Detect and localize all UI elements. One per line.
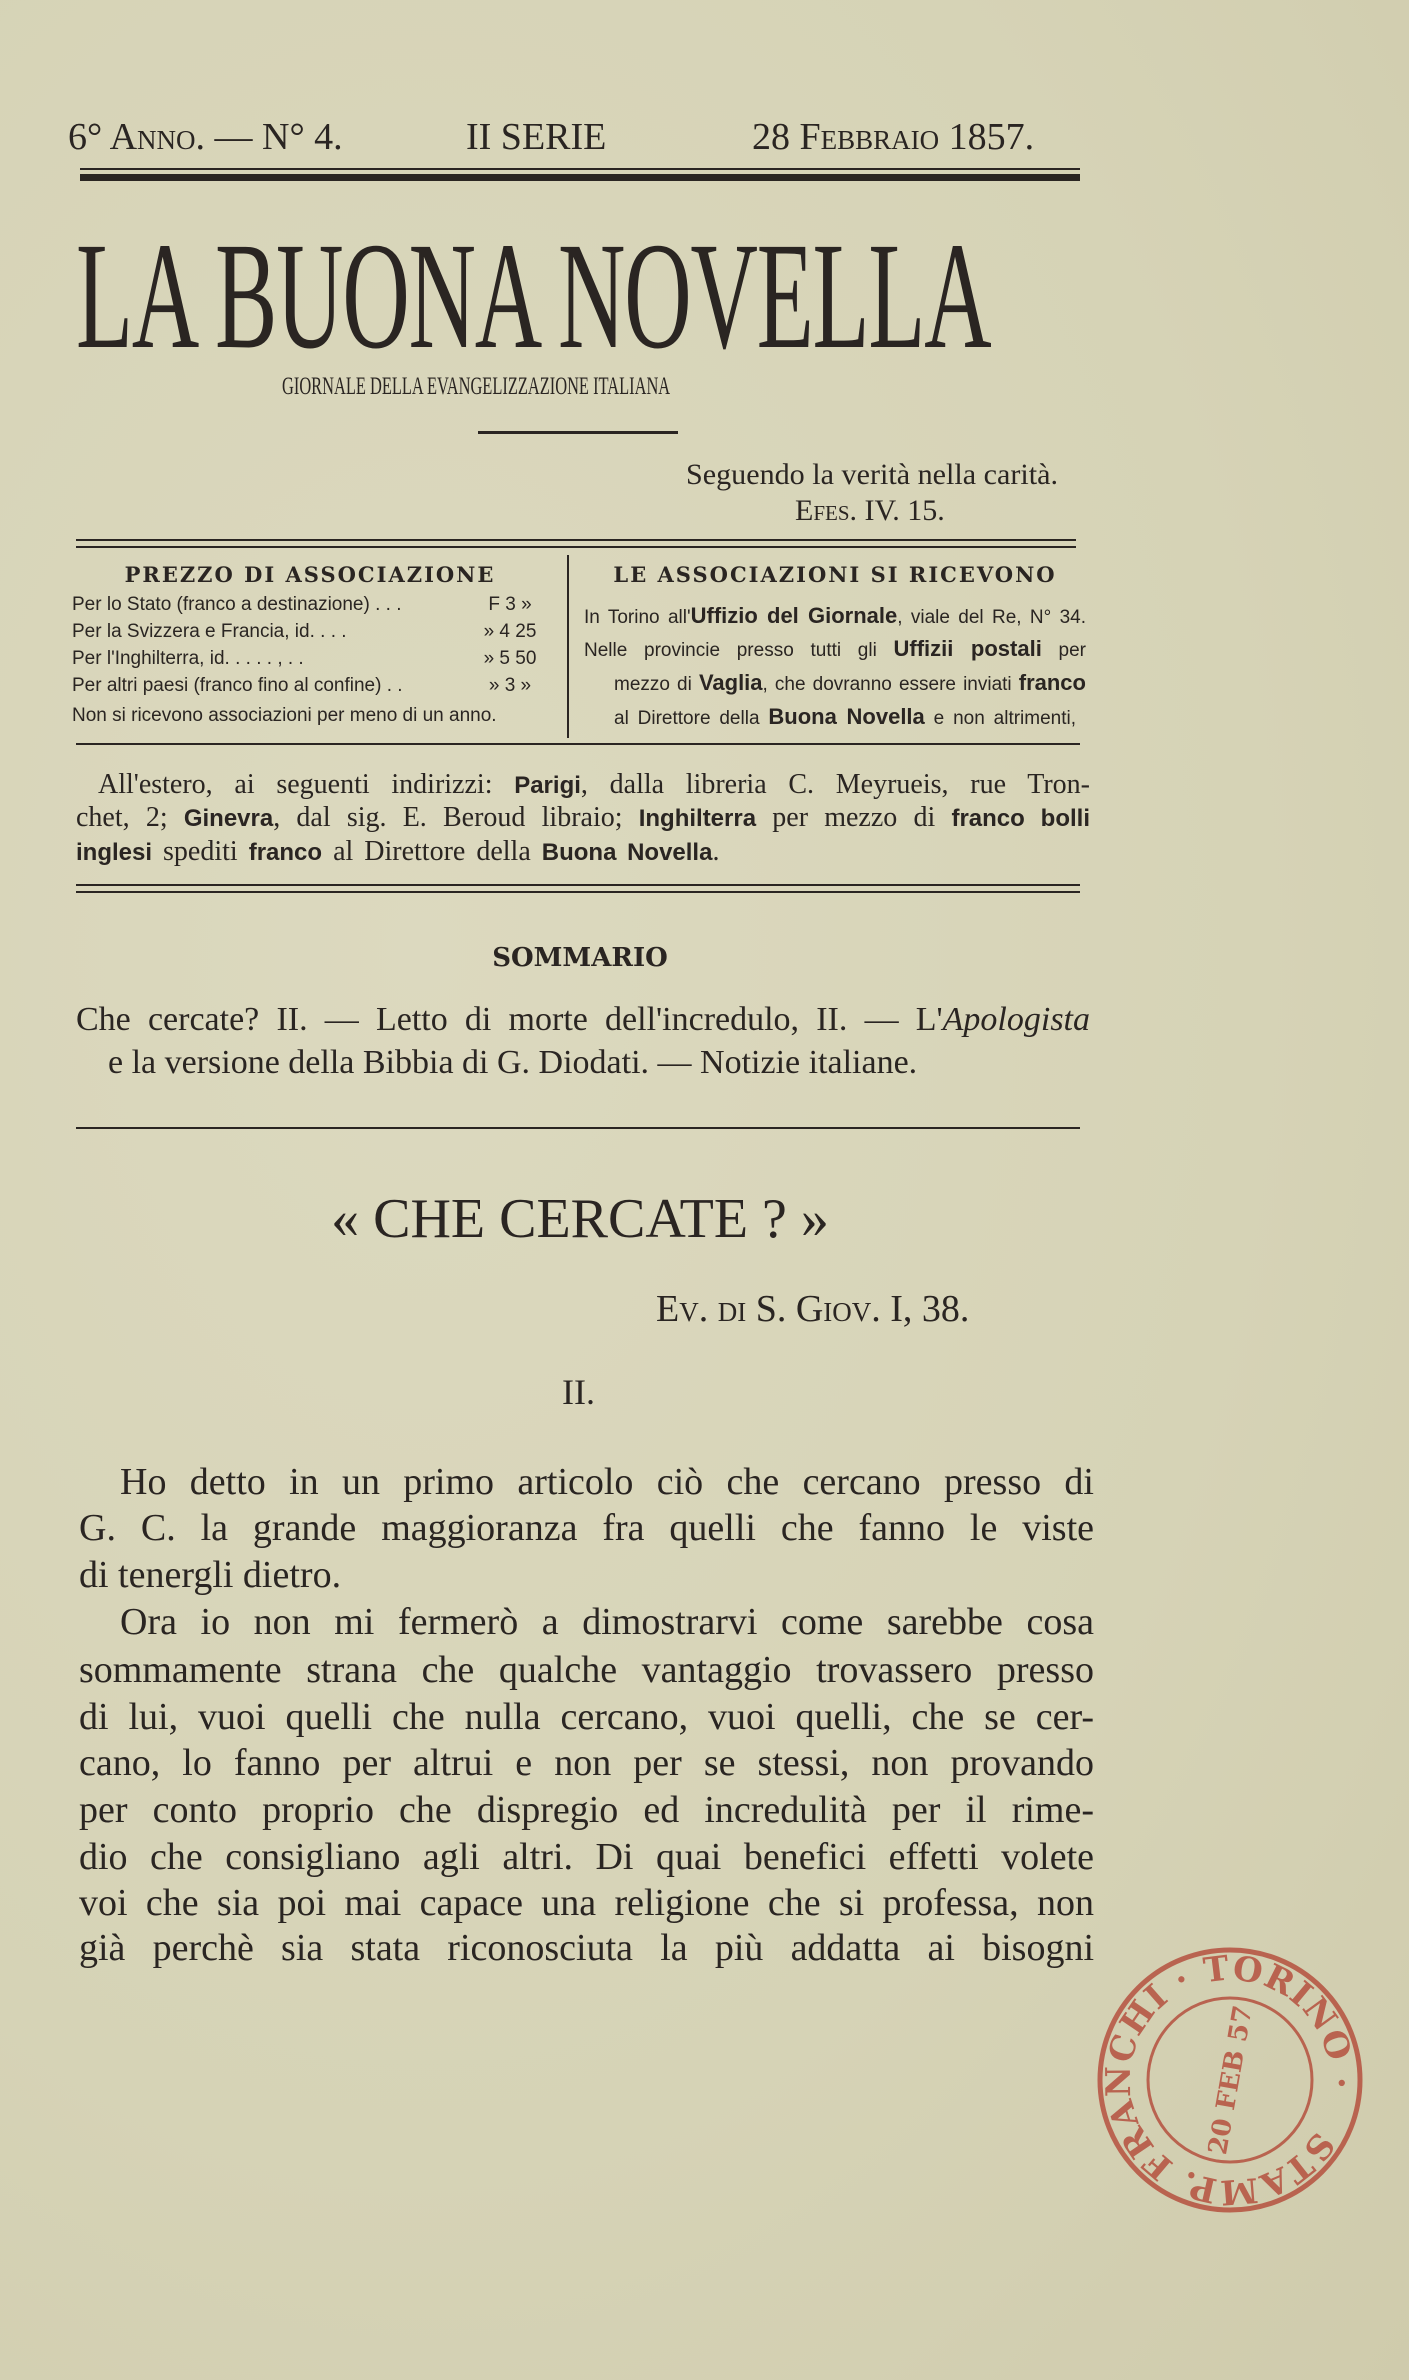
body-line: voi che sia poi mai capace una religione che si professa, non (79, 1882, 1094, 1924)
subscription-line: In Torino all'Uffizio del Giornale, viale del Re, N° 34. (584, 603, 1086, 628)
subscription-line: Nelle provincie presso tutti gli Uffizii postali per (584, 636, 1086, 661)
box-top-rule (76, 539, 1076, 541)
body-line: Ho detto in un primo articolo ciò che cercano presso di (120, 1461, 1094, 1503)
year-issue: 6° Anno. — N° 4. (68, 116, 343, 158)
motto: Seguendo la verità nella carità. (686, 458, 1058, 491)
price-row-label: Per l'Inghilterra, id. . . . . , . . (72, 648, 304, 669)
box-bottom-rule (76, 743, 1080, 745)
article-epigraph: Ev. di S. Giov. I, 38. (656, 1288, 970, 1330)
price-row-value: » 5 50 (483, 648, 537, 669)
stamp-date: 20 FEB 57 (1203, 2003, 1259, 2157)
price-row-label: Per lo Stato (franco a destinazione) . . . (72, 594, 402, 615)
postal-stamp (1085, 1935, 1375, 2225)
body-line: dio che consigliano agli altri. Di quai benefici effetti volete (79, 1836, 1094, 1878)
newspaper-subtitle: GIORNALE DELLA EVANGELIZZAZIONE ITALIANA (282, 373, 671, 400)
motto-reference: Efes. IV. 15. (795, 494, 945, 527)
subtitle-rule (478, 431, 678, 434)
summary-heading: SOMMARIO (492, 943, 668, 973)
summary-line-2: e la versione della Bibbia di G. Diodati. — Notizie italiane. (108, 1044, 918, 1081)
article-title: « CHE CERCATE ? » (331, 1188, 829, 1250)
stamp-ring-text: STAMP. FRANCHI · TORINO · (1098, 1948, 1362, 2213)
summary-top-rule (76, 884, 1080, 886)
price-note: Non si ricevono associazioni per meno di un anno. (72, 705, 497, 726)
price-row-label: Per altri paesi (franco fino al confine) . . (72, 675, 403, 696)
article-top-rule (76, 1127, 1080, 1129)
price-row-value: » 3 » (488, 675, 532, 696)
header-thin-rule (80, 168, 1080, 170)
price-row-value: » 4 25 (483, 621, 537, 642)
newspaper-title: LA BUONA NOVELLA (76, 212, 991, 381)
header-thick-rule (80, 174, 1080, 181)
body-line: sommamente strana che qualche vantaggio trovassero presso (79, 1649, 1094, 1691)
body-line: Ora io non mi fermerò a dimostrarvi come sarebbe cosa (120, 1601, 1094, 1643)
body-line: per conto proprio che dispregio ed incredulità per il rime- (79, 1789, 1094, 1831)
body-line: di tenergli dietro. (79, 1554, 342, 1596)
summary-line-1: Che cercate? II. — Letto di morte dell'incredulo, II. — L'Apologista (76, 1001, 1090, 1038)
section-number: II. (562, 1372, 595, 1412)
abroad-line: inglesi spediti franco al Direttore della Buona Novella. (76, 836, 720, 867)
subscription-line: al Direttore della Buona Novella e non altrimenti, (614, 704, 1077, 729)
prices-heading: PREZZO DI ASSOCIAZIONE (124, 562, 496, 587)
abroad-line: All'estero, ai seguenti indirizzi: Parigi, dalla libreria C. Meyrueis, rue Tron- (98, 769, 1090, 800)
abroad-line: chet, 2; Ginevra, dal sig. E. Beroud libraio; Inghilterra per mezzo di franco bolli (76, 802, 1091, 833)
series: II SERIE (466, 116, 607, 158)
subscriptions-heading: LE ASSOCIAZIONI SI RICEVONO (613, 562, 1057, 587)
summary-top-rule-2 (76, 891, 1080, 893)
subscription-line: mezzo di Vaglia, che dovranno essere inviati franco (614, 670, 1086, 695)
box-divider (567, 555, 569, 738)
body-line: già perchè sia stata riconosciuta la più addatta ai bisogni (79, 1927, 1094, 1969)
body-line: cano, lo fanno per altrui e non per se stessi, non provando (79, 1742, 1094, 1784)
body-line: G. C. la grande maggioranza fra quelli che fanno le viste (79, 1507, 1094, 1549)
price-row-label: Per la Svizzera e Francia, id. . . . (72, 621, 347, 642)
box-top-rule-2 (76, 546, 1076, 548)
body-line: di lui, vuoi quelli che nulla cercano, vuoi quelli, che se cer- (79, 1696, 1094, 1738)
issue-date: 28 Febbraio 1857. (752, 116, 1035, 158)
price-row-value: F 3 » (488, 594, 532, 615)
